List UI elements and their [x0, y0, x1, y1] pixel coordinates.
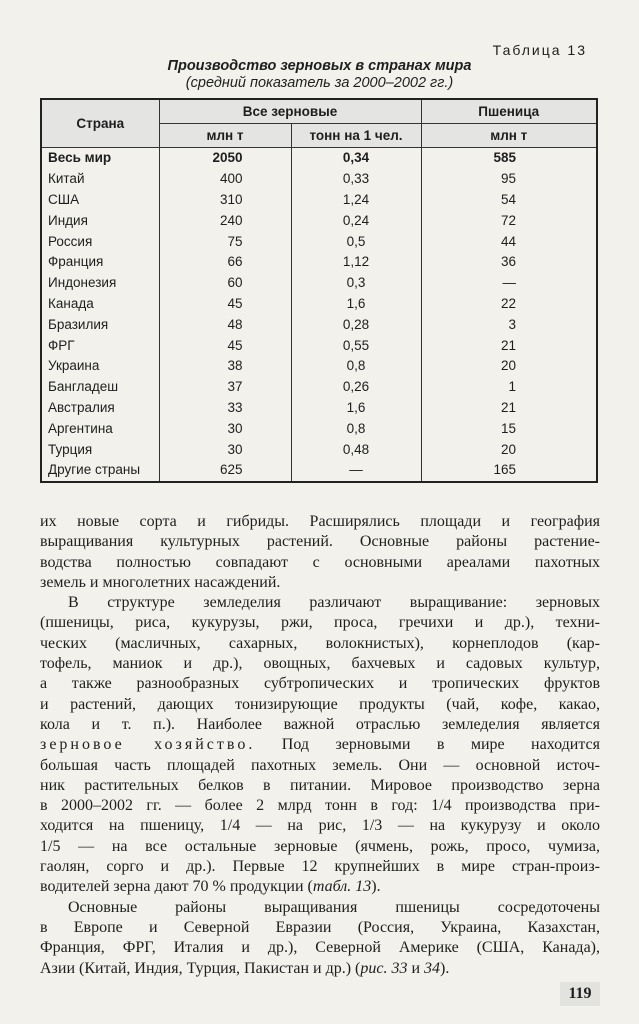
- cell-country: Индонезия: [48, 275, 117, 291]
- cell-country: ФРГ: [48, 337, 75, 353]
- cell-grain-mln-t: 625: [159, 460, 291, 482]
- cell-country: Бразилия: [48, 316, 109, 332]
- cell-wheat-mln-t: 3: [421, 314, 597, 335]
- table-caption: [0, 58, 639, 92]
- text-segment: ).: [371, 878, 381, 896]
- cell-grain-per-capita: 1,24: [291, 190, 421, 211]
- cell-wheat-mln-t: 95: [421, 169, 597, 190]
- table-label: Таблица 13: [492, 42, 587, 58]
- text-segment: и растений, дающих тонизирующие продукты (чай, кофе, какао,: [40, 695, 600, 713]
- cell-grain-per-capita: 0,34: [291, 148, 421, 169]
- text-line: [40, 796, 600, 816]
- cell-country: Украина: [48, 358, 100, 374]
- cell-grain-mln-t: 2050: [159, 148, 291, 169]
- table-row: [41, 252, 597, 273]
- text-segment: в Европе и Северной Евразии (Россия, Украина, Казахстан,: [40, 918, 600, 936]
- cell-country: Турция: [48, 441, 93, 457]
- cell-wheat-mln-t: 22: [421, 294, 597, 315]
- text-segment: гаолян, сорго и др.). Первые 12 крупнейших в мире стран-произ-: [40, 858, 600, 876]
- text-segment: выращивания культурных растений. Основные районы растение-: [40, 533, 600, 551]
- cell-grain-mln-t: 30: [159, 439, 291, 460]
- cell-country: Франция: [48, 254, 104, 270]
- cell-grain-per-capita: 0,55: [291, 335, 421, 356]
- text-segment: (пшеницы, риса, кукурузы, ржи, проса, гречихи и др.), техни-: [40, 614, 600, 632]
- text-line: [40, 553, 600, 573]
- table-row: [41, 273, 597, 294]
- header-all-grain: Все зерновые: [159, 99, 421, 124]
- table-row: [41, 169, 597, 190]
- table-row: [41, 335, 597, 356]
- cell-country: Аргентина: [48, 420, 113, 436]
- text-line: [40, 816, 600, 836]
- cell-country: Канада: [48, 295, 94, 311]
- page-number: 119: [560, 982, 600, 1006]
- text-segment: водства полностью совпадают с основными ареалами пахотных: [40, 553, 600, 571]
- text-line: [40, 898, 600, 918]
- cell-wheat-mln-t: 20: [421, 439, 597, 460]
- cell-grain-per-capita: 1,12: [291, 252, 421, 273]
- text-line: [40, 634, 600, 654]
- reference-text: рис. 33: [360, 959, 408, 977]
- header-country: Страна: [41, 99, 159, 148]
- table-subtitle: (средний показатель за 2000–2002 гг.): [185, 75, 454, 91]
- text-segment: Франция, ФРГ, Италия и др.), Северной Америке (США, Канада),: [40, 939, 600, 957]
- cell-grain-per-capita: 0,48: [291, 439, 421, 460]
- text-segment: ).: [440, 959, 450, 977]
- text-segment: ходится на пшеницу, 1/4 — на рис, 1/3 — на кукурузу и около: [40, 817, 600, 835]
- cell-country: США: [48, 191, 80, 207]
- cell-country: Бангладеш: [48, 379, 119, 395]
- text-line: [40, 756, 600, 776]
- cell-grain-per-capita: —: [291, 460, 421, 482]
- text-segment: в 2000–2002 гг. — более 2 млрд тонн в год: 1/4 производства при-: [40, 797, 600, 815]
- header-t-per-capita: тонн на 1 чел.: [291, 124, 421, 148]
- cell-grain-mln-t: 33: [159, 398, 291, 419]
- cell-country: Другие страны: [48, 462, 141, 478]
- text-line: [40, 593, 600, 613]
- text-segment: а также разнообразных субтропических и тропических фруктов: [40, 675, 600, 693]
- table-title: Производство зерновых в странах мира: [167, 58, 472, 74]
- text-line: [40, 512, 600, 532]
- text-segment: Азии (Китай, Индия, Турция, Пакистан и др.) (: [40, 959, 361, 977]
- text-segment: ческих (масличных, сахарных, волокнистых), корнеплодов (кар-: [40, 634, 600, 652]
- cell-wheat-mln-t: 21: [421, 398, 597, 419]
- body-text: [40, 512, 600, 979]
- text-segment: Под зерновыми в мире находится: [255, 736, 601, 754]
- cell-grain-per-capita: 0,33: [291, 169, 421, 190]
- text-line: [40, 654, 600, 674]
- text-segment: В структуре земледелия различают выращивание: зерновых: [68, 594, 600, 612]
- cell-grain-mln-t: 48: [159, 314, 291, 335]
- text-line: [40, 715, 600, 735]
- cell-grain-per-capita: 1,6: [291, 398, 421, 419]
- cell-grain-mln-t: 37: [159, 377, 291, 398]
- cell-wheat-mln-t: —: [421, 273, 597, 294]
- text-segment: и: [407, 959, 425, 977]
- text-segment: большая часть площадей пахотных земель. Они — основной источ-: [40, 756, 600, 774]
- text-line: [40, 918, 600, 938]
- table-row: [41, 439, 597, 460]
- text-segment: водителей зерна дают 70 % продукции (: [40, 878, 313, 896]
- cell-grain-per-capita: 0,24: [291, 210, 421, 231]
- table-row: [41, 460, 597, 482]
- cell-wheat-mln-t: 72: [421, 210, 597, 231]
- text-line: [40, 959, 600, 979]
- text-line: [40, 532, 600, 552]
- cell-grain-mln-t: 310: [159, 190, 291, 211]
- emphasized-term: зерновое хозяйство.: [40, 736, 256, 754]
- text-segment: ник растительных белков в питании. Мировое производство зерна: [40, 776, 600, 794]
- cell-grain-per-capita: 0,5: [291, 231, 421, 252]
- cell-grain-mln-t: 66: [159, 252, 291, 273]
- cell-wheat-mln-t: 165: [421, 460, 597, 482]
- text-segment: Основные районы выращивания пшеницы сосредоточены: [68, 898, 600, 916]
- cell-grain-per-capita: 0,8: [291, 418, 421, 439]
- table-row: [41, 210, 597, 231]
- text-line: [40, 938, 600, 958]
- cell-grain-mln-t: 60: [159, 273, 291, 294]
- table-row: [41, 356, 597, 377]
- cell-wheat-mln-t: 54: [421, 190, 597, 211]
- cell-wheat-mln-t: 44: [421, 231, 597, 252]
- cell-country: Индия: [48, 212, 88, 228]
- cell-wheat-mln-t: 36: [421, 252, 597, 273]
- cell-grain-mln-t: 400: [159, 169, 291, 190]
- cell-grain-per-capita: 1,6: [291, 294, 421, 315]
- cell-country: Весь мир: [48, 150, 112, 166]
- cell-country: Китай: [48, 171, 85, 187]
- cell-wheat-mln-t: 1: [421, 377, 597, 398]
- cell-grain-mln-t: 30: [159, 418, 291, 439]
- text-segment: тофель, маниок и др.), овощных, бахчевых и садовых культур,: [40, 655, 600, 673]
- cell-wheat-mln-t: 20: [421, 356, 597, 377]
- cell-grain-per-capita: 0,26: [291, 377, 421, 398]
- cell-grain-mln-t: 45: [159, 335, 291, 356]
- text-segment: земель и многолетних насаждений.: [40, 573, 281, 591]
- header-wheat-mln-t: млн т: [421, 124, 597, 148]
- cell-grain-mln-t: 45: [159, 294, 291, 315]
- cell-grain-mln-t: 240: [159, 210, 291, 231]
- cell-wheat-mln-t: 15: [421, 418, 597, 439]
- cell-country: Россия: [48, 233, 93, 249]
- cell-wheat-mln-t: 585: [421, 148, 597, 169]
- text-line: [40, 735, 600, 755]
- cell-country: Австралия: [48, 399, 115, 415]
- table-row: [41, 418, 597, 439]
- grain-production-table: [40, 98, 598, 483]
- cell-grain-mln-t: 75: [159, 231, 291, 252]
- header-wheat: Пшеница: [421, 99, 597, 124]
- text-line: [40, 857, 600, 877]
- text-line: [40, 674, 600, 694]
- reference-text: 34: [424, 959, 441, 977]
- header-mln-t: млн т: [159, 124, 291, 148]
- table-row: [41, 231, 597, 252]
- text-line: [40, 776, 600, 796]
- table-row: [41, 190, 597, 211]
- text-line: [40, 877, 600, 897]
- cell-grain-per-capita: 0,28: [291, 314, 421, 335]
- text-line: [40, 613, 600, 633]
- text-line: [40, 695, 600, 715]
- cell-grain-mln-t: 38: [159, 356, 291, 377]
- reference-text: табл. 13: [312, 878, 372, 896]
- cell-wheat-mln-t: 21: [421, 335, 597, 356]
- table-row: [41, 398, 597, 419]
- cell-grain-per-capita: 0,3: [291, 273, 421, 294]
- text-segment: их новые сорта и гибриды. Расширялись площади и география: [40, 513, 600, 530]
- text-line: [40, 837, 600, 857]
- table-row: [41, 294, 597, 315]
- table-row: [41, 377, 597, 398]
- table-row: [41, 148, 597, 169]
- cell-grain-per-capita: 0,8: [291, 356, 421, 377]
- table-row: [41, 314, 597, 335]
- text-segment: кола и т. п.). Наиболее важной отраслью земледелия является: [40, 715, 600, 733]
- text-line: [40, 573, 600, 593]
- text-segment: 1/5 — на все остальные зерновые (ячмень, рожь, просо, чумиза,: [40, 837, 600, 855]
